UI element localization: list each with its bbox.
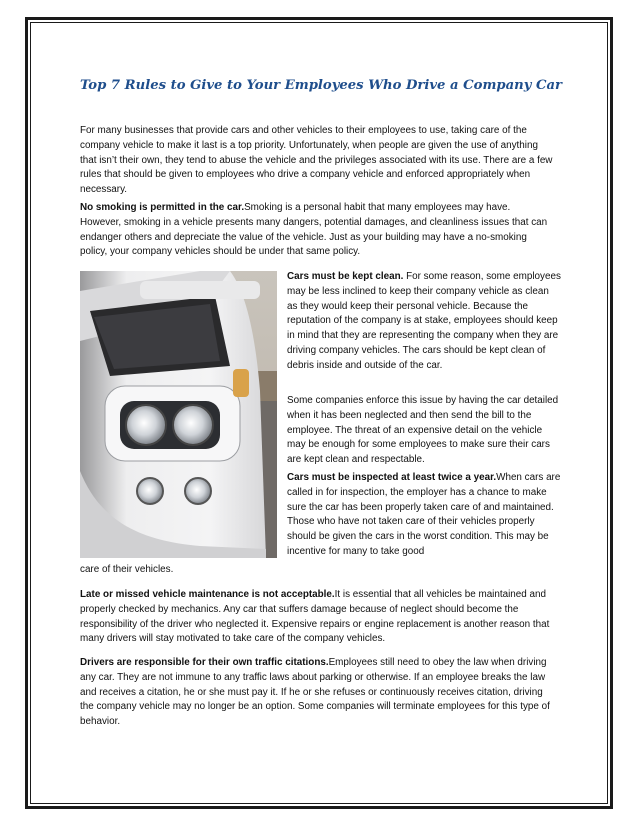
rule-inspection — [287, 471, 561, 560]
rule-body: For some reason, some employees may be less inclined to keep their company vehicle as clean as they would keep their personal vehicle. Because the reputation of the company is at stake, employees should keep in mind that they are representing the company when they are driving company vehicles. The cars should be kept clean of debris inside and outside of the car. — [287, 271, 561, 371]
rule-inspection-continuation: care of their vehicles. — [80, 564, 174, 575]
rule-heading: Drivers are responsible for their own traffic citations. — [80, 657, 329, 668]
rule-body: Employees still need to obey the law when driving any car. They are not immune to any traffic laws about parking or otherwise. If an employee breaks the law and receives a citation, he or she must pay it. If he or she refuses or continuously receives citation, driving the company vehicle may no longer be an option. Some companies will terminate employees for this type of behavior. — [80, 657, 550, 728]
rule-heading: Cars must be inspected at least twice a year. — [287, 472, 497, 483]
rule-maintenance — [80, 588, 554, 647]
rule-body: Smoking is a personal habit that many employees may have. However, smoking in a vehicle presents many dangers, potential damages, and cleanliness issues that can endanger others and depreciate the value of the vehicle. Just as your building may have a no-smoking policy, your company vehicles should be under that same policy. — [80, 202, 548, 258]
rule-body: Some companies enforce this issue by having the car detailed when it has been neglected and then send the bill to the employee. The threat of an expensive detail on the vehicle may be enough for some employees to make sure their cars are kept clean and respectable. — [287, 395, 559, 466]
intro-paragraph: For many businesses that provide cars and other vehicles to their employees to use, taking care of the company vehicle to make it last is a top priority. Unfortunately, when people are given the use of anything that isn’t their own, they tend to abuse the vehicle and the privileges associated with its use. There are a few rules that should be given to employees who drive a company vehicle and enforced appropriately when necessary. — [80, 125, 553, 196]
page-title: Top 7 Rules to Give to Your Employees Who Drive a Company Car — [80, 78, 562, 93]
rule-body: When cars are called in for inspection, the employer has a chance to make sure the car has been properly taken care of and maintained. Those who have not taken care of their vehicles properly should be given the cars in the worst condition. This may be incentive for many to take good — [287, 472, 561, 557]
rule-heading: Cars must be kept clean. — [287, 271, 404, 282]
rule-body: It is essential that all vehicles be maintained and properly checked by mechanics. Any car that suffers damage because of neglect should become the responsibility of the driver who neglected it. Expensive repairs or engine replacement is another reason that many drivers will stay motivated to take care of the company vehicles. — [80, 589, 550, 645]
rule-clean — [287, 270, 561, 374]
rule-clean-detail — [287, 394, 561, 468]
truck-headlights-photo — [80, 271, 277, 558]
rule-no-smoking — [80, 201, 554, 260]
rule-citations — [80, 656, 554, 730]
rule-heading: Late or missed vehicle maintenance is not acceptable. — [80, 589, 335, 600]
rule-heading: No smoking is permitted in the car. — [80, 202, 245, 213]
